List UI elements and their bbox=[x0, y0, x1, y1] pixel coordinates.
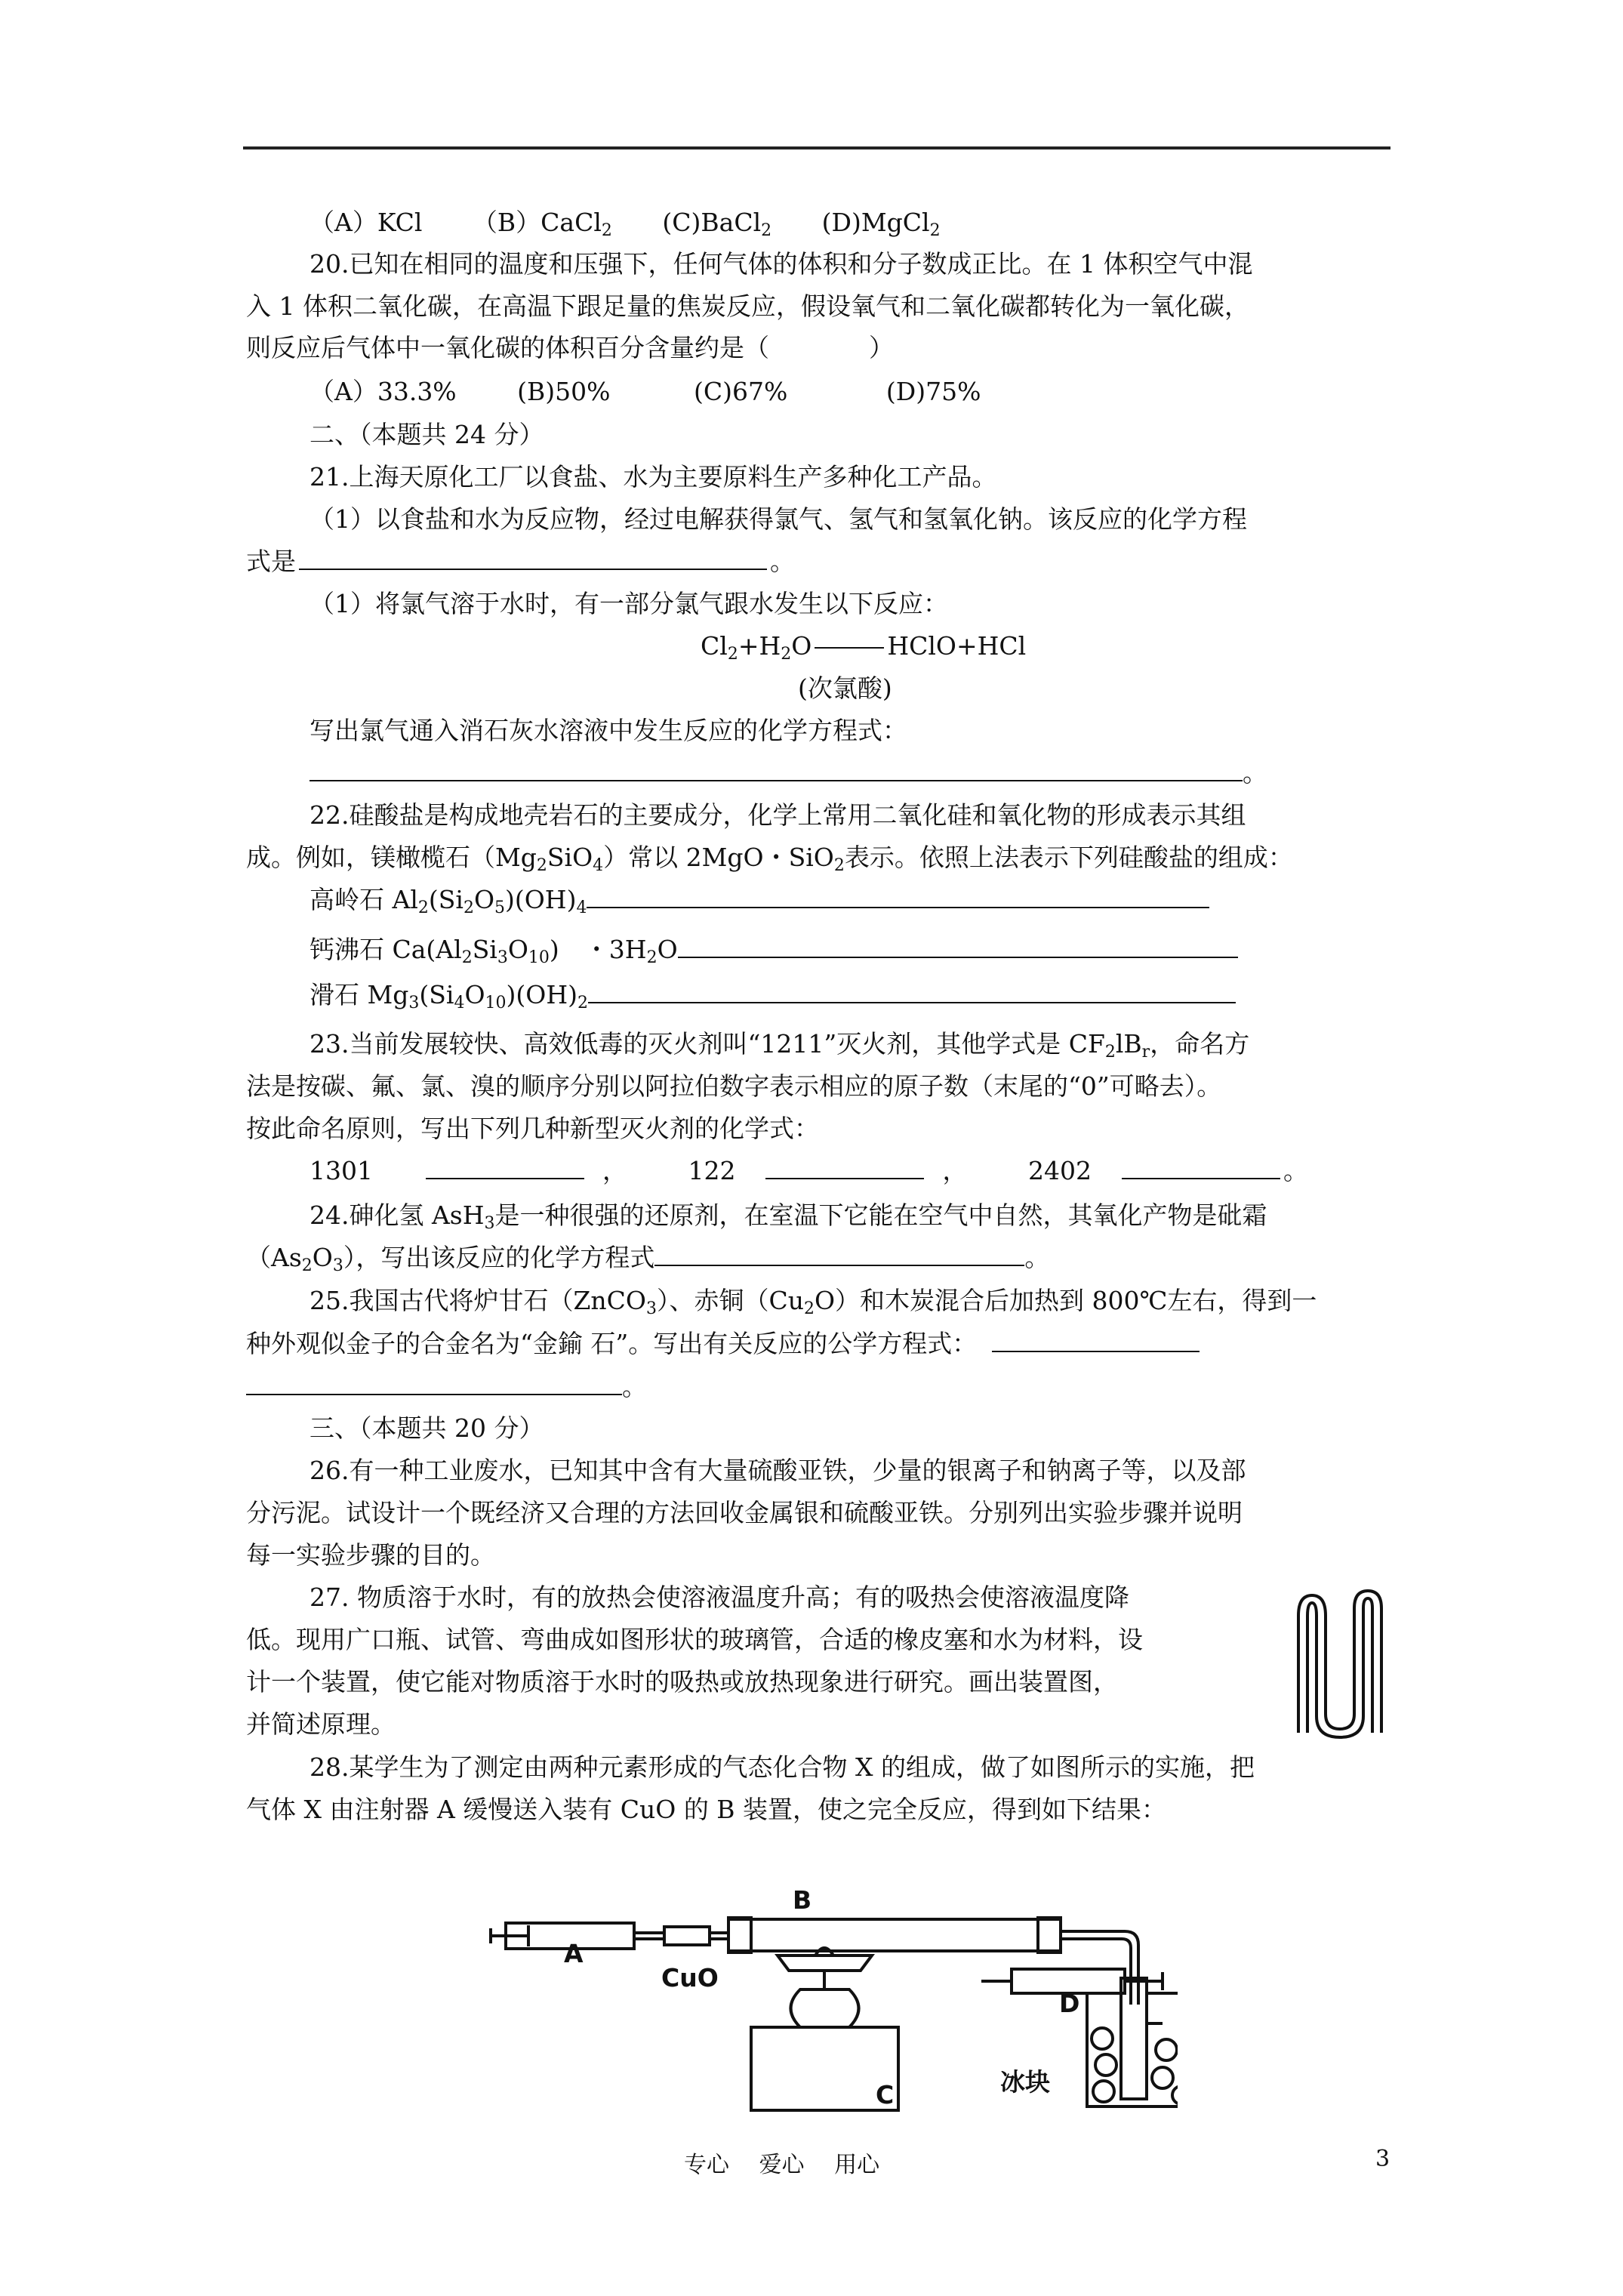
q27-line2: 低。现用广口瓶、试管、弯曲成如图形状的玻璃管，合适的橡皮塞和水为材料，设 bbox=[246, 1625, 1143, 1654]
q27-line3: 计一个装置，使它能对物质溶于水时的吸热或放热现象进行研究。画出装置图， bbox=[246, 1667, 1118, 1697]
q28-line2: 气体 X 由注射器 A 缓慢送入装有 CuO 的 B 装置，使之完全反应，得到如下结果： bbox=[246, 1795, 1167, 1824]
q26-line1: 26.有一种工业废水，已知其中含有大量硫酸亚铁，少量的银离子和钠离子等，以及部 bbox=[310, 1456, 1246, 1485]
q20-options: （A）33.3% (B)50% (C)67% (D)75% bbox=[310, 377, 981, 406]
q27-line1: 27. 物质溶于水时，有的放热会使溶液温度升高；有的吸热会使溶液温度降 bbox=[310, 1583, 1129, 1612]
q21-intro: 21.上海天原化工厂以食盐、水为主要原料生产多种化工产品。 bbox=[310, 462, 997, 492]
q26-line2: 分污泥。试设计一个既经济又合理的方法回收金属银和硫酸亚铁。分别列出实验步骤并说明 bbox=[246, 1498, 1243, 1527]
q24-line1: 24.砷化氢 AsH$_3$是一种很强的还原剂，在室温下它能在空气中自然，其氧化产物是砒霜 bbox=[310, 1200, 1267, 1233]
answer-blank[interactable] bbox=[588, 982, 1236, 1003]
q28-line1: 28.某学生为了测定由两种元素形成的气态化合物 X 的组成，做了如图所示的实施，把 bbox=[310, 1752, 1255, 1782]
answer-blank[interactable] bbox=[765, 1158, 924, 1179]
label-ice: 冰块 bbox=[1000, 2067, 1050, 2097]
label-a: A bbox=[564, 1939, 584, 1968]
q25-line1: 25.我国古代将炉甘石（ZnCO$_3$）、赤铜$(Cu_2O)$和木炭混合后加热到 800℃左右，得到一 bbox=[310, 1286, 1317, 1318]
q22-kaolinite: 高岭石 $Al_2(Si_2O_5)(OH)_4$ bbox=[310, 885, 1209, 915]
section-2-heading: 二、（本题共 24 分） bbox=[310, 420, 544, 449]
q19-options bbox=[310, 208, 941, 238]
q22-line2: 成。例如，镁橄榄石$(Mg_2SiO_4)$常以 2MgO・SiO$_2$表示。依照上法表示下列硅酸盐的组成： bbox=[246, 843, 1293, 875]
q20-line1: 20.已知在相同的温度和压强下，任何气体的体积和分子数成正比。在 1 体积空气中混 bbox=[310, 249, 1253, 279]
q22-line1: 22.硅酸盐是构成地壳岩石的主要成分，化学上常用二氧化硅和氧化物的形成表示其组 bbox=[310, 800, 1246, 830]
answer-blank[interactable] bbox=[1122, 1158, 1280, 1179]
label-cuo: CuO bbox=[661, 1963, 719, 1992]
answer-blank[interactable] bbox=[426, 1158, 584, 1179]
header-rule bbox=[243, 146, 1390, 149]
q22-talc: 滑石 $Mg_3(Si_4O_{10})(OH)_2$ bbox=[310, 980, 1236, 1010]
q21-note: (次氯酸) bbox=[798, 673, 892, 703]
q23-line3: 按此命名原则，写出下列几种新型灭火剂的化学式： bbox=[246, 1114, 819, 1143]
q23-line1: 23.当前发展较快、高效低毒的灭火剂叫“1211”灭火剂，其他学式是 $CF_2lB_r$，命名方 bbox=[310, 1029, 1250, 1062]
option-d: (D)MgCl$_2$ bbox=[821, 208, 941, 240]
q21-equation: $Cl_2+H_2O$ HClO+HCl bbox=[701, 631, 1027, 664]
q26-line3: 每一实验步骤的目的。 bbox=[246, 1540, 495, 1570]
q21-part3: 写出氯气通入消石灰水溶液中发生反应的化学方程式： bbox=[310, 716, 907, 745]
label-c: C bbox=[876, 2080, 895, 2110]
answer-blank[interactable] bbox=[310, 760, 1243, 781]
q23-line2: 法是按碳、氟、氯、溴的顺序分别以阿拉伯数字表示相应的原子数（末尾的“0”可略去）。 bbox=[246, 1071, 1222, 1101]
q20-line3: 则反应后气体中一氧化碳的体积百分含量约是（ ） bbox=[246, 333, 894, 362]
footer-text: 专心 爱心 用心 bbox=[684, 2152, 880, 2178]
answer-blank[interactable] bbox=[992, 1331, 1200, 1352]
bent-glass-tube-figure bbox=[1283, 1582, 1393, 1740]
page-number: 3 bbox=[1375, 2146, 1390, 2172]
q21-part2: （1）将氯气溶于水时，有一部分氯气跟水发生以下反应： bbox=[310, 589, 948, 618]
q25-line2: 种外观似金子的合金名为“金鍮 石”。写出有关反应的公学方程式： bbox=[246, 1329, 1203, 1359]
label-d: D bbox=[1059, 1989, 1080, 2018]
label-b: B bbox=[793, 1885, 812, 1915]
answer-blank[interactable] bbox=[678, 937, 1238, 958]
option-a: （A）KCl bbox=[310, 208, 423, 237]
q21-answer-line: 。 bbox=[310, 758, 1267, 788]
q23-answers: 1301 ， 122 ， 2402 。 bbox=[310, 1156, 1308, 1185]
option-c: (C)BaCl$_2$ bbox=[662, 208, 772, 240]
q27-line4: 并简述原理。 bbox=[246, 1709, 396, 1739]
q25-answer-line: 。 bbox=[246, 1372, 647, 1402]
answer-blank[interactable] bbox=[246, 1374, 622, 1395]
q21-part1: （1）以食盐和水为反应物，经过电解获得氯气、氢气和氢氧化钠。该反应的化学方程 bbox=[310, 504, 1247, 534]
q21-part1-cont: 式是 。 bbox=[246, 547, 795, 576]
answer-blank[interactable] bbox=[299, 549, 767, 570]
section-3-heading: 三、（本题共 20 分） bbox=[310, 1413, 544, 1443]
q22-scolecite: 钙沸石 $Ca(Al_2Si_3O_{10})$ ・$3H_2O$ bbox=[310, 935, 1238, 965]
option-b: （B）CaCl$_2$ bbox=[472, 208, 612, 240]
q24-line2: $(As_2O_3)$，写出该反应的化学方程式 。 bbox=[246, 1243, 1050, 1275]
answer-blank[interactable] bbox=[587, 887, 1209, 908]
answer-blank[interactable] bbox=[654, 1245, 1024, 1266]
q20-line2: 入 1 体积二氧化碳，在高温下跟足量的焦炭反应，假设氧气和二氧化碳都转化为一氧化碳， bbox=[246, 291, 1249, 321]
